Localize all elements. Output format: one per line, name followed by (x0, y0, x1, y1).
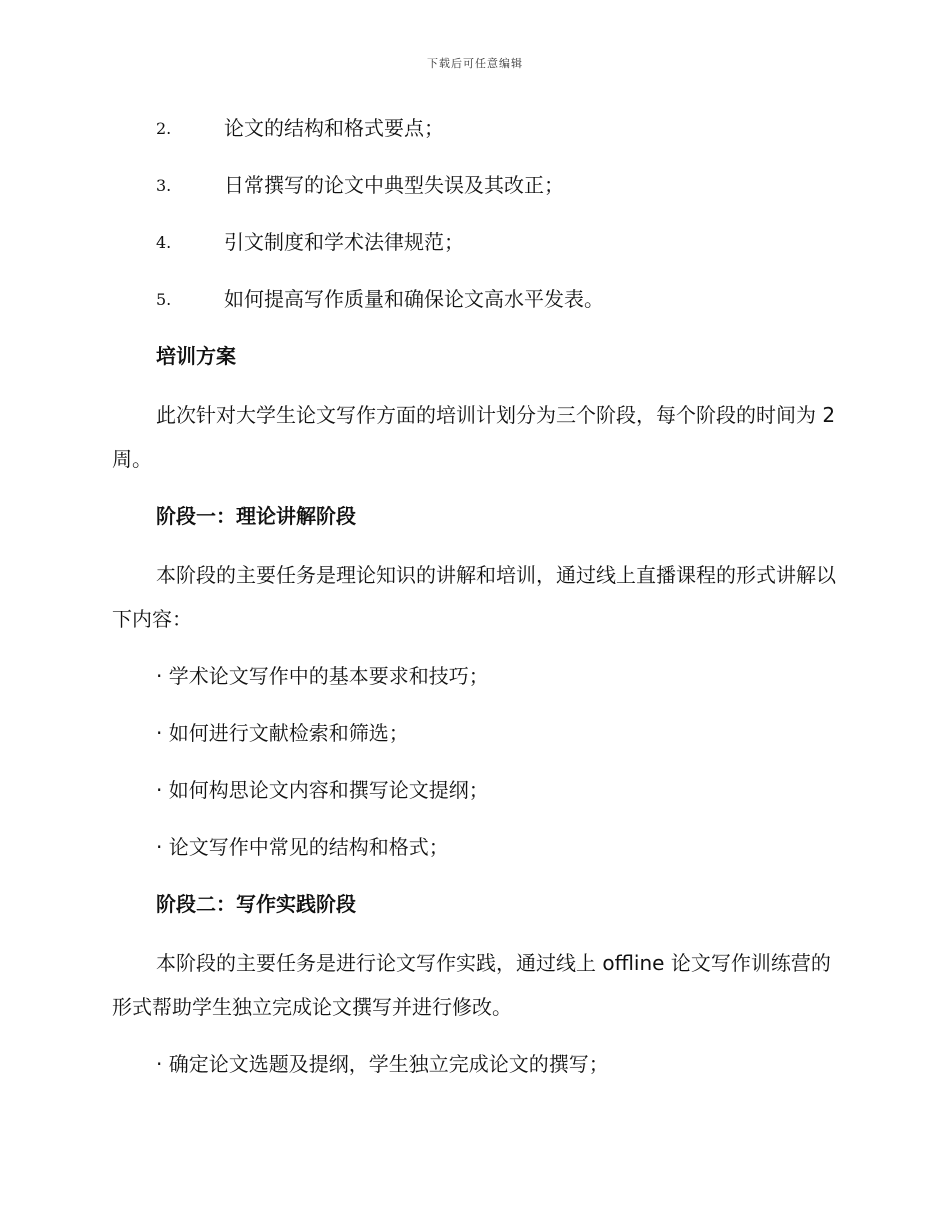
item-number: 2. (156, 119, 172, 138)
item-number: 4. (156, 233, 172, 252)
item-text: 引文制度和学术法律规范； (224, 230, 464, 254)
numbered-item (112, 108, 842, 165)
numbered-item (112, 222, 842, 279)
stage1-title: 阶段一：理论讲解阶段 (156, 504, 356, 528)
item-number: 3. (156, 176, 172, 195)
section-title: 培训方案 (156, 344, 236, 368)
stage2-paragraph: 本阶段的主要任务是进行论文写作实践，通过线上 offline 论文写作训练营的形式帮助学生独立完成论文撰写并进行修改。 (112, 951, 831, 1019)
item-text: 论文的结构和格式要点； (224, 116, 444, 140)
document-body (112, 108, 842, 1101)
intro-paragraph: 此次针对大学生论文写作方面的培训计划分为三个阶段，每个阶段的时间为 2 周。 (112, 403, 836, 471)
stage2-title: 阶段二：写作实践阶段 (156, 892, 356, 916)
numbered-item (112, 165, 842, 222)
numbered-item (112, 279, 842, 336)
item-text: 如何提高写作质量和确保论文高水平发表。 (224, 287, 604, 311)
bullet-item: · 学术论文写作中的基本要求和技巧； (156, 664, 489, 688)
item-number: 5. (156, 290, 172, 309)
bullet-item: · 如何进行文献检索和筛选； (156, 721, 409, 745)
stage1-paragraph: 本阶段的主要任务是理论知识的讲解和培训，通过线上直播课程的形式讲解以下内容： (112, 563, 836, 631)
item-text: 日常撰写的论文中典型失误及其改正； (224, 173, 564, 197)
bullet-item: · 论文写作中常见的结构和格式； (156, 835, 449, 859)
bullet-item: · 确定论文选题及提纲，学生独立完成论文的撰写； (156, 1052, 609, 1076)
bullet-item: · 如何构思论文内容和撰写论文提纲； (156, 778, 489, 802)
page-header: 下载后可任意编辑 (427, 57, 523, 70)
